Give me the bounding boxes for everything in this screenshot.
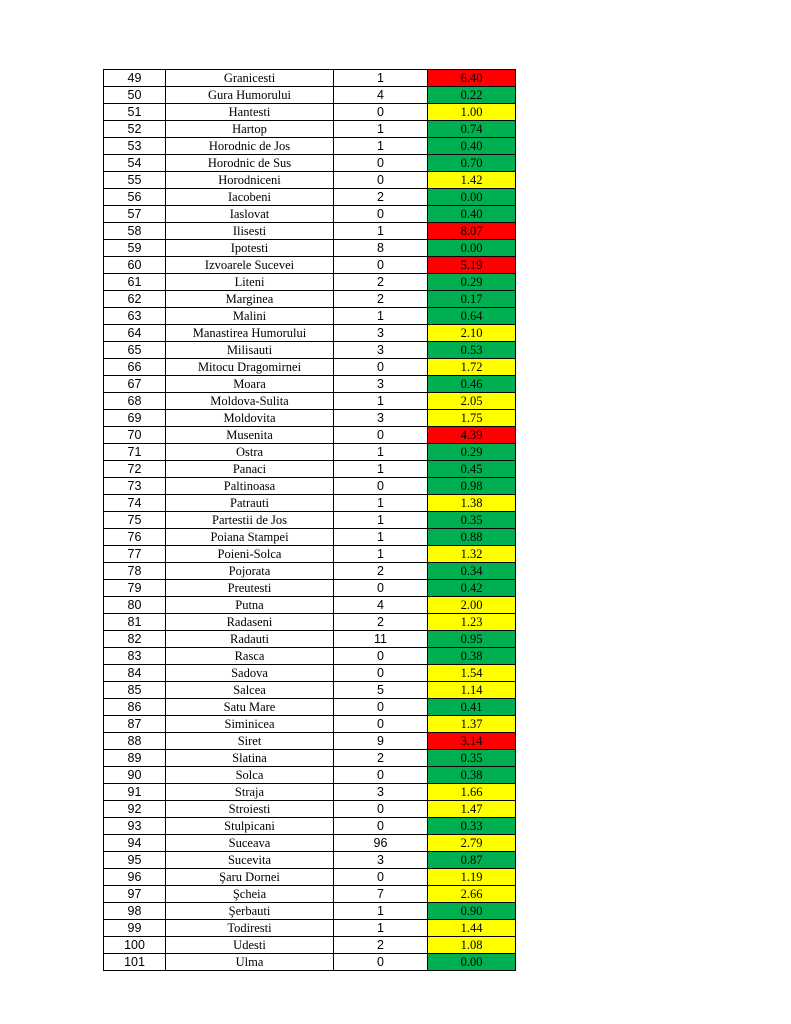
locality-name-cell: Izvoarele Sucevei	[166, 257, 334, 274]
row-number-cell: 63	[104, 308, 166, 325]
locality-name-cell: Milisauti	[166, 342, 334, 359]
cases-count-cell: 1	[334, 903, 428, 920]
locality-name-cell: Musenita	[166, 427, 334, 444]
cases-count-cell: 2	[334, 614, 428, 631]
incidence-rate-cell: 1.72	[428, 359, 516, 376]
row-number-cell: 77	[104, 546, 166, 563]
incidence-rate-cell: 5.19	[428, 257, 516, 274]
incidence-rate-cell: 0.53	[428, 342, 516, 359]
incidence-rate-cell: 1.23	[428, 614, 516, 631]
locality-name-cell: Şaru Dornei	[166, 869, 334, 886]
incidence-rate-cell: 4.39	[428, 427, 516, 444]
locality-name-cell: Straja	[166, 784, 334, 801]
table-row	[104, 104, 516, 121]
table-body	[104, 70, 516, 971]
table-row	[104, 733, 516, 750]
incidence-rate-cell: 2.79	[428, 835, 516, 852]
cases-count-cell: 3	[334, 852, 428, 869]
locality-name-cell: Solca	[166, 767, 334, 784]
table-row	[104, 444, 516, 461]
table-row	[104, 121, 516, 138]
locality-name-cell: Liteni	[166, 274, 334, 291]
incidence-rate-cell: 1.44	[428, 920, 516, 937]
row-number-cell: 78	[104, 563, 166, 580]
table-row	[104, 767, 516, 784]
locality-name-cell: Sadova	[166, 665, 334, 682]
table-row	[104, 614, 516, 631]
locality-name-cell: Moldova-Sulita	[166, 393, 334, 410]
locality-name-cell: Putna	[166, 597, 334, 614]
incidence-rate-cell: 1.08	[428, 937, 516, 954]
cases-count-cell: 0	[334, 257, 428, 274]
locality-name-cell: Partestii de Jos	[166, 512, 334, 529]
incidence-rate-cell: 0.17	[428, 291, 516, 308]
locality-name-cell: Satu Mare	[166, 699, 334, 716]
row-number-cell: 65	[104, 342, 166, 359]
cases-count-cell: 3	[334, 376, 428, 393]
row-number-cell: 62	[104, 291, 166, 308]
incidence-rate-cell: 0.22	[428, 87, 516, 104]
cases-count-cell: 3	[334, 410, 428, 427]
cases-count-cell: 1	[334, 308, 428, 325]
table-row	[104, 427, 516, 444]
row-number-cell: 98	[104, 903, 166, 920]
table-row	[104, 886, 516, 903]
incidence-rate-cell: 0.40	[428, 206, 516, 223]
row-number-cell: 87	[104, 716, 166, 733]
table-row	[104, 376, 516, 393]
table-row	[104, 835, 516, 852]
row-number-cell: 95	[104, 852, 166, 869]
row-number-cell: 59	[104, 240, 166, 257]
locality-name-cell: Ipotesti	[166, 240, 334, 257]
cases-count-cell: 2	[334, 750, 428, 767]
table-row	[104, 648, 516, 665]
locality-name-cell: Poiana Stampei	[166, 529, 334, 546]
locality-name-cell: Gura Humorului	[166, 87, 334, 104]
incidence-rate-cell: 0.74	[428, 121, 516, 138]
cases-count-cell: 4	[334, 87, 428, 104]
cases-count-cell: 7	[334, 886, 428, 903]
cases-count-cell: 0	[334, 648, 428, 665]
locality-name-cell: Radaseni	[166, 614, 334, 631]
table-row	[104, 189, 516, 206]
cases-count-cell: 2	[334, 274, 428, 291]
cases-count-cell: 0	[334, 427, 428, 444]
locality-name-cell: Granicesti	[166, 70, 334, 87]
table-row	[104, 325, 516, 342]
incidence-rate-cell: 1.00	[428, 104, 516, 121]
table-row	[104, 512, 516, 529]
locality-name-cell: Panaci	[166, 461, 334, 478]
table-row	[104, 223, 516, 240]
incidence-rate-cell: 0.64	[428, 308, 516, 325]
incidence-rate-cell: 2.05	[428, 393, 516, 410]
row-number-cell: 56	[104, 189, 166, 206]
row-number-cell: 66	[104, 359, 166, 376]
cases-count-cell: 0	[334, 665, 428, 682]
table-row	[104, 903, 516, 920]
table-row	[104, 801, 516, 818]
table-row	[104, 818, 516, 835]
incidence-rate-cell: 0.00	[428, 240, 516, 257]
row-number-cell: 67	[104, 376, 166, 393]
incidence-rate-cell: 0.95	[428, 631, 516, 648]
locality-name-cell: Horodnic de Jos	[166, 138, 334, 155]
cases-count-cell: 1	[334, 461, 428, 478]
cases-count-cell: 1	[334, 121, 428, 138]
incidence-rate-cell: 2.10	[428, 325, 516, 342]
row-number-cell: 97	[104, 886, 166, 903]
row-number-cell: 68	[104, 393, 166, 410]
incidence-rate-cell: 0.88	[428, 529, 516, 546]
cases-count-cell: 2	[334, 937, 428, 954]
locality-name-cell: Stroiesti	[166, 801, 334, 818]
incidence-rate-cell: 0.45	[428, 461, 516, 478]
locality-name-cell: Moara	[166, 376, 334, 393]
cases-count-cell: 1	[334, 223, 428, 240]
row-number-cell: 86	[104, 699, 166, 716]
cases-count-cell: 0	[334, 206, 428, 223]
cases-count-cell: 0	[334, 801, 428, 818]
incidence-rate-cell: 1.37	[428, 716, 516, 733]
locality-name-cell: Sucevita	[166, 852, 334, 869]
cases-count-cell: 96	[334, 835, 428, 852]
locality-name-cell: Radauti	[166, 631, 334, 648]
table-row	[104, 869, 516, 886]
table-row	[104, 495, 516, 512]
row-number-cell: 81	[104, 614, 166, 631]
incidence-rate-cell: 2.00	[428, 597, 516, 614]
cases-count-cell: 0	[334, 172, 428, 189]
cases-count-cell: 0	[334, 954, 428, 971]
incidence-rate-cell: 0.33	[428, 818, 516, 835]
cases-count-cell: 11	[334, 631, 428, 648]
row-number-cell: 94	[104, 835, 166, 852]
locality-name-cell: Marginea	[166, 291, 334, 308]
incidence-rate-cell: 1.14	[428, 682, 516, 699]
row-number-cell: 58	[104, 223, 166, 240]
table-row	[104, 138, 516, 155]
incidence-rate-cell: 0.42	[428, 580, 516, 597]
locality-name-cell: Mitocu Dragomirnei	[166, 359, 334, 376]
incidence-rate-cell: 3.14	[428, 733, 516, 750]
cases-count-cell: 1	[334, 546, 428, 563]
locality-name-cell: Rasca	[166, 648, 334, 665]
incidence-rate-cell: 0.41	[428, 699, 516, 716]
cases-count-cell: 0	[334, 699, 428, 716]
row-number-cell: 52	[104, 121, 166, 138]
row-number-cell: 93	[104, 818, 166, 835]
row-number-cell: 83	[104, 648, 166, 665]
row-number-cell: 91	[104, 784, 166, 801]
table-row	[104, 750, 516, 767]
table-row	[104, 257, 516, 274]
cases-count-cell: 0	[334, 716, 428, 733]
locality-name-cell: Salcea	[166, 682, 334, 699]
row-number-cell: 60	[104, 257, 166, 274]
table-row	[104, 410, 516, 427]
incidence-rate-cell: 0.29	[428, 444, 516, 461]
locality-name-cell: Stulpicani	[166, 818, 334, 835]
locality-name-cell: Şcheia	[166, 886, 334, 903]
locality-name-cell: Siminicea	[166, 716, 334, 733]
row-number-cell: 82	[104, 631, 166, 648]
locality-name-cell: Paltinoasa	[166, 478, 334, 495]
cases-count-cell: 1	[334, 138, 428, 155]
row-number-cell: 69	[104, 410, 166, 427]
row-number-cell: 61	[104, 274, 166, 291]
table-row	[104, 784, 516, 801]
locality-name-cell: Şerbauti	[166, 903, 334, 920]
table-row	[104, 393, 516, 410]
incidence-rate-cell: 0.90	[428, 903, 516, 920]
incidence-rate-cell: 0.34	[428, 563, 516, 580]
row-number-cell: 79	[104, 580, 166, 597]
row-number-cell: 101	[104, 954, 166, 971]
row-number-cell: 49	[104, 70, 166, 87]
row-number-cell: 70	[104, 427, 166, 444]
data-table	[103, 69, 516, 971]
table-row	[104, 563, 516, 580]
row-number-cell: 53	[104, 138, 166, 155]
incidence-rate-cell: 1.38	[428, 495, 516, 512]
incidence-rate-cell: 1.19	[428, 869, 516, 886]
table-row	[104, 478, 516, 495]
row-number-cell: 51	[104, 104, 166, 121]
cases-count-cell: 9	[334, 733, 428, 750]
table-row	[104, 682, 516, 699]
incidence-rate-cell: 8.07	[428, 223, 516, 240]
cases-count-cell: 0	[334, 478, 428, 495]
cases-count-cell: 3	[334, 342, 428, 359]
row-number-cell: 71	[104, 444, 166, 461]
incidence-rate-cell: 6.40	[428, 70, 516, 87]
incidence-rate-cell: 0.46	[428, 376, 516, 393]
table-row	[104, 954, 516, 971]
table-row	[104, 172, 516, 189]
incidence-rate-cell: 0.38	[428, 767, 516, 784]
table-row	[104, 155, 516, 172]
row-number-cell: 92	[104, 801, 166, 818]
table-row	[104, 546, 516, 563]
table-row	[104, 529, 516, 546]
row-number-cell: 74	[104, 495, 166, 512]
incidence-rate-cell: 0.35	[428, 512, 516, 529]
cases-count-cell: 1	[334, 512, 428, 529]
table-row	[104, 359, 516, 376]
cases-count-cell: 0	[334, 580, 428, 597]
incidence-rate-cell: 2.66	[428, 886, 516, 903]
locality-name-cell: Moldovita	[166, 410, 334, 427]
locality-name-cell: Ilisesti	[166, 223, 334, 240]
locality-name-cell: Preutesti	[166, 580, 334, 597]
locality-name-cell: Ostra	[166, 444, 334, 461]
cases-count-cell: 2	[334, 563, 428, 580]
cases-count-cell: 0	[334, 155, 428, 172]
incidence-rate-cell: 0.40	[428, 138, 516, 155]
table-row	[104, 342, 516, 359]
locality-name-cell: Slatina	[166, 750, 334, 767]
cases-count-cell: 0	[334, 359, 428, 376]
cases-count-cell: 0	[334, 869, 428, 886]
row-number-cell: 90	[104, 767, 166, 784]
locality-name-cell: Pojorata	[166, 563, 334, 580]
table-row	[104, 87, 516, 104]
cases-count-cell: 3	[334, 325, 428, 342]
cases-count-cell: 8	[334, 240, 428, 257]
locality-name-cell: Siret	[166, 733, 334, 750]
locality-name-cell: Manastirea Humorului	[166, 325, 334, 342]
row-number-cell: 84	[104, 665, 166, 682]
row-number-cell: 100	[104, 937, 166, 954]
table-row	[104, 716, 516, 733]
cases-count-cell: 1	[334, 920, 428, 937]
row-number-cell: 89	[104, 750, 166, 767]
row-number-cell: 99	[104, 920, 166, 937]
cases-count-cell: 0	[334, 818, 428, 835]
locality-name-cell: Ulma	[166, 954, 334, 971]
locality-name-cell: Todiresti	[166, 920, 334, 937]
incidence-rate-cell: 0.00	[428, 954, 516, 971]
incidence-rate-cell: 0.29	[428, 274, 516, 291]
incidence-rate-cell: 1.66	[428, 784, 516, 801]
cases-count-cell: 1	[334, 529, 428, 546]
row-number-cell: 76	[104, 529, 166, 546]
row-number-cell: 80	[104, 597, 166, 614]
incidence-rate-cell: 0.00	[428, 189, 516, 206]
table-row	[104, 580, 516, 597]
incidence-rate-cell: 0.35	[428, 750, 516, 767]
cases-count-cell: 4	[334, 597, 428, 614]
incidence-rate-cell: 0.38	[428, 648, 516, 665]
row-number-cell: 64	[104, 325, 166, 342]
locality-name-cell: Udesti	[166, 937, 334, 954]
locality-name-cell: Poieni-Solca	[166, 546, 334, 563]
locality-name-cell: Horodniceni	[166, 172, 334, 189]
table-row	[104, 699, 516, 716]
table-row	[104, 206, 516, 223]
cases-count-cell: 5	[334, 682, 428, 699]
row-number-cell: 96	[104, 869, 166, 886]
cases-count-cell: 2	[334, 189, 428, 206]
table-row	[104, 852, 516, 869]
locality-name-cell: Hartop	[166, 121, 334, 138]
cases-count-cell: 3	[334, 784, 428, 801]
table-row	[104, 240, 516, 257]
locality-name-cell: Horodnic de Sus	[166, 155, 334, 172]
table-row	[104, 665, 516, 682]
table-row	[104, 308, 516, 325]
cases-count-cell: 0	[334, 767, 428, 784]
incidence-rate-cell: 0.98	[428, 478, 516, 495]
table-row	[104, 597, 516, 614]
row-number-cell: 85	[104, 682, 166, 699]
table-row	[104, 920, 516, 937]
locality-name-cell: Suceava	[166, 835, 334, 852]
row-number-cell: 55	[104, 172, 166, 189]
locality-name-cell: Hantesti	[166, 104, 334, 121]
locality-name-cell: Iaslovat	[166, 206, 334, 223]
row-number-cell: 72	[104, 461, 166, 478]
table-row	[104, 70, 516, 87]
table-row	[104, 274, 516, 291]
row-number-cell: 88	[104, 733, 166, 750]
cases-count-cell: 2	[334, 291, 428, 308]
locality-name-cell: Patrauti	[166, 495, 334, 512]
incidence-rate-cell: 1.75	[428, 410, 516, 427]
incidence-rate-cell: 1.42	[428, 172, 516, 189]
locality-name-cell: Malini	[166, 308, 334, 325]
table-row	[104, 631, 516, 648]
cases-count-cell: 0	[334, 104, 428, 121]
incidence-rate-cell: 1.54	[428, 665, 516, 682]
row-number-cell: 50	[104, 87, 166, 104]
incidence-rate-cell: 1.32	[428, 546, 516, 563]
incidence-rate-cell: 1.47	[428, 801, 516, 818]
cases-count-cell: 1	[334, 393, 428, 410]
incidence-rate-cell: 0.70	[428, 155, 516, 172]
table-row	[104, 291, 516, 308]
row-number-cell: 75	[104, 512, 166, 529]
table-row	[104, 937, 516, 954]
row-number-cell: 57	[104, 206, 166, 223]
table-row	[104, 461, 516, 478]
locality-name-cell: Iacobeni	[166, 189, 334, 206]
cases-count-cell: 1	[334, 70, 428, 87]
row-number-cell: 73	[104, 478, 166, 495]
cases-count-cell: 1	[334, 495, 428, 512]
cases-count-cell: 1	[334, 444, 428, 461]
row-number-cell: 54	[104, 155, 166, 172]
incidence-rate-cell: 0.87	[428, 852, 516, 869]
